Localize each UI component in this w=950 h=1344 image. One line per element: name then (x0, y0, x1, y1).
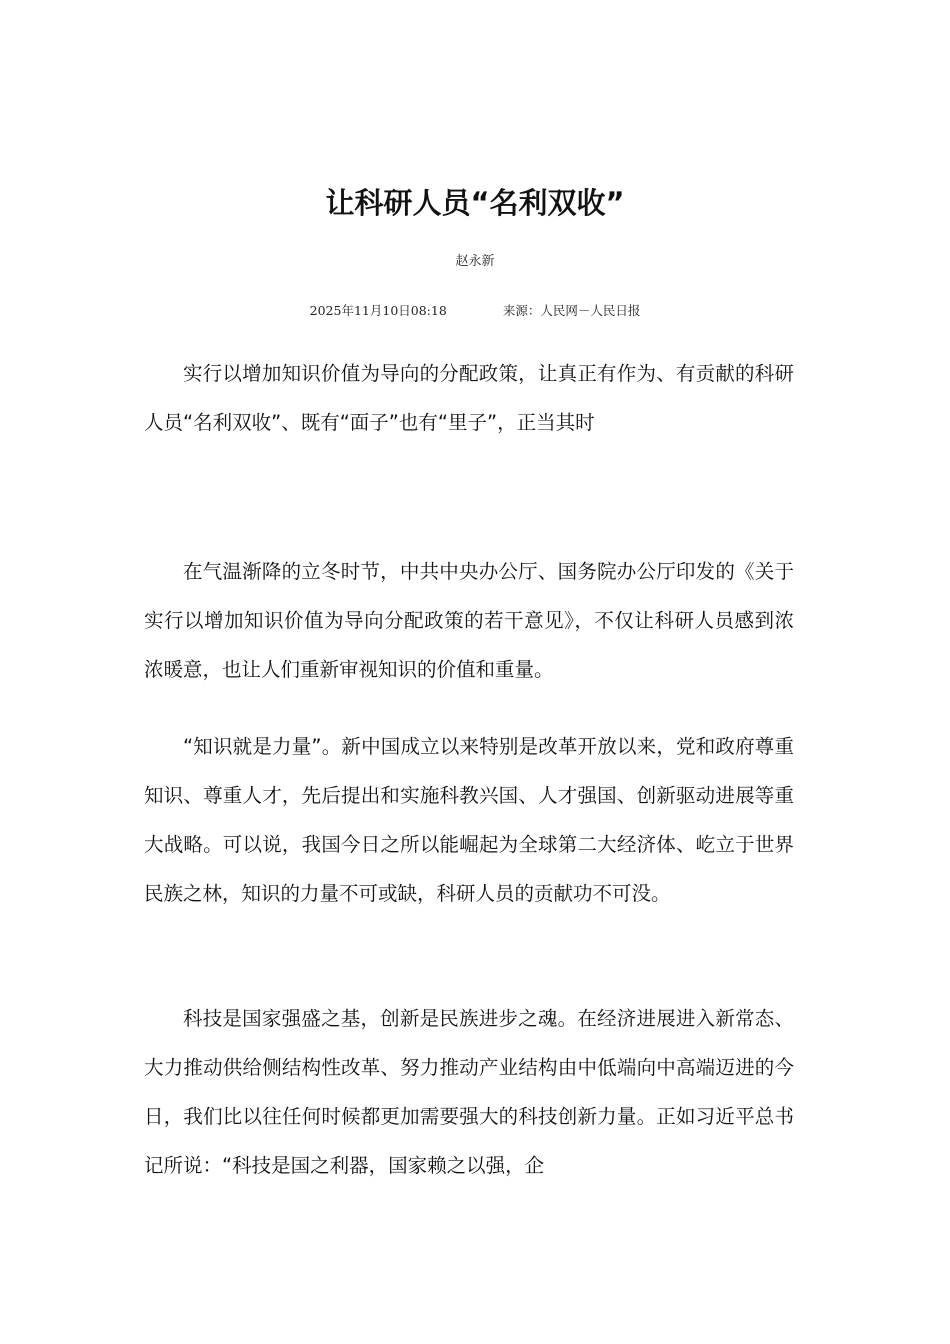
article-paragraph: 科技是国家强盛之基，创新是民族进步之魂。在经济进展进入新常态、大力推动供给侧结构性改革、努力推动产业结构由中低端向中高端迈进的今日，我们比以往任何时候都更加需要强大的科技创新力量。正如习近平总书记所说：“科技是国之利器，国家赖之以强，企 (144, 1007, 794, 1177)
article-paragraph: 在气温渐降的立冬时节，中共中央办公厅、国务院办公厅印发的《关于实行以增加知识价值为导向分配政策的若干意见》，不仅让科研人员感到浓浓暖意，也让人们重新审视知识的价值和重量。 (144, 560, 794, 681)
article-meta (0, 300, 950, 322)
article-paragraph: “知识就是力量”。新中国成立以来特别是改革开放以来，党和政府尊重知识、尊重人才，先后提出和实施科教兴国、人才强国、创新驱动进展等重大战略。可以说，我国今日之所以能崛起为全球第二大经济体、屹立于世界民族之林，知识的力量不可或缺，科研人员的贡献功不可没。 (144, 735, 794, 905)
publish-date: 2025年11月10日08:18 (309, 303, 447, 318)
article-lead: 实行以增加知识价值为导向的分配政策，让真正有作为、有贡献的科研人员“名利双收”、既有“面子”也有“里子”，正当其时 (144, 362, 794, 434)
article-title: 让科研人员“名利双收” (325, 186, 625, 220)
article-author: 赵永新 (455, 254, 495, 269)
article-source: 来源：人民网－人民日报 (502, 303, 641, 318)
